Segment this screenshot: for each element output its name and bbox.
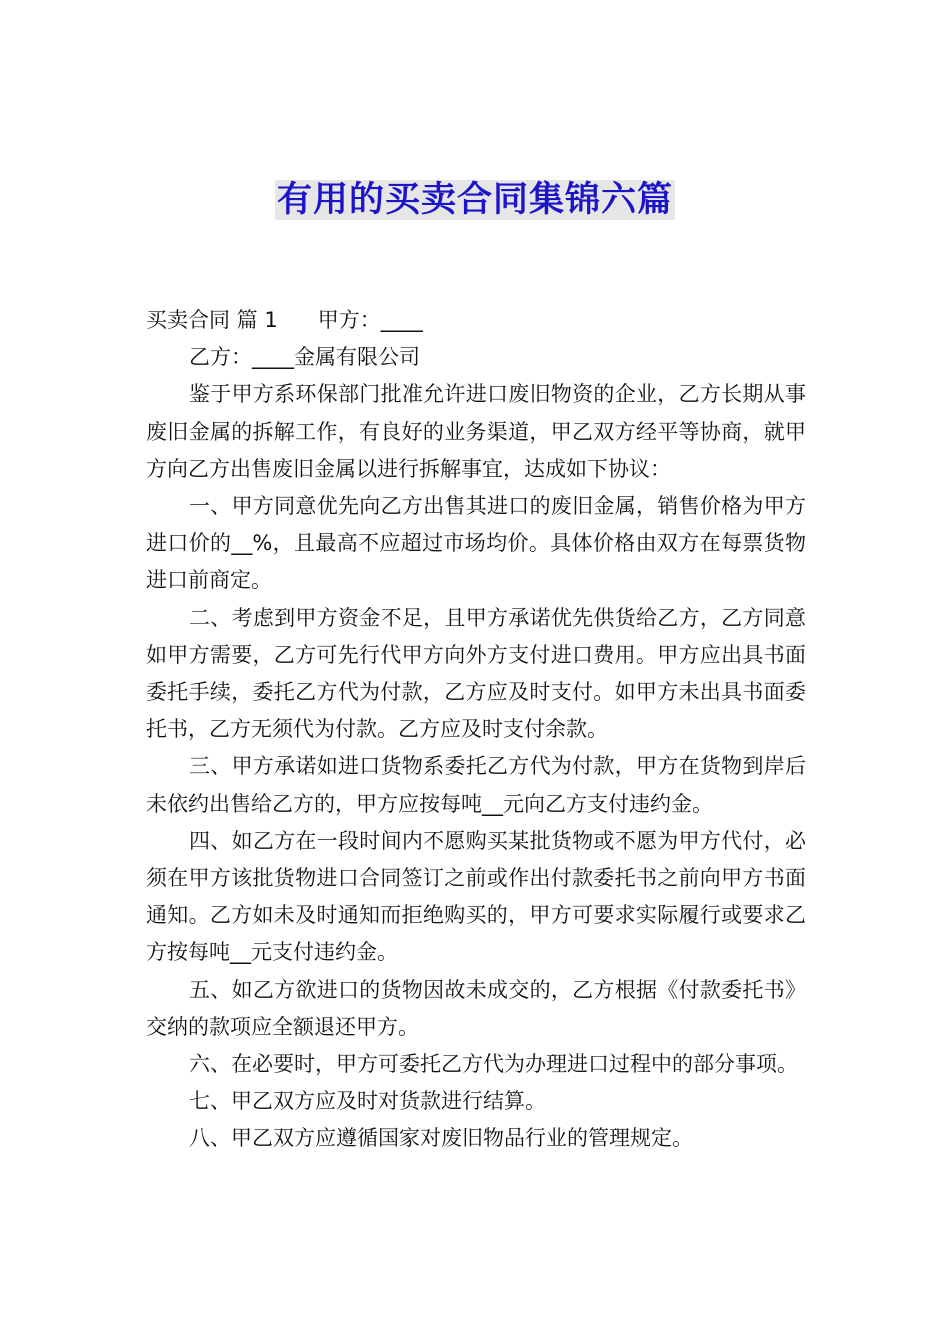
section-heading-line <box>146 302 806 339</box>
clause-7-paragraph: 七、甲乙双方应及时对货款进行结算。 <box>189 1089 546 1114</box>
clause-1-paragraph: 一、甲方同意优先向乙方出售其进口的废旧金属，销售价格为甲方进口价的__%，且最高不应超过市场均价。具体价格由双方在每票货物进口前商定。 <box>146 494 806 593</box>
clause-4-paragraph: 四、如乙方在一段时间内不愿购买某批货物或不愿为甲方代付，必须在甲方该批货物进口合同签订之前或作出付款委托书之前向甲方书面通知。乙方如未及时通知而拒绝购买的，甲方可要求实际履行或要求乙方按每吨__元支付违约金。 <box>146 828 806 965</box>
document-title: 有用的买卖合同集锦六篇 <box>276 180 673 220</box>
clause-5-paragraph: 五、如乙方欲进口的货物因故未成交的，乙方根据《付款委托书》交纳的款项应全额退还甲方。 <box>146 977 806 1039</box>
document-title-block <box>0 172 950 228</box>
clause-6-paragraph: 六、在必要时，甲方可委托乙方代为办理进口过程中的部分事项。 <box>189 1052 798 1077</box>
clause-2-paragraph: 二、考虑到甲方资金不足，且甲方承诺优先供货给乙方，乙方同意如甲方需要，乙方可先行代甲方向外方支付进口费用。甲方应出具书面委托手续，委托乙方代为付款，乙方应及时支付。如甲方未出具书面委托书，乙方无须代为付款。乙方应及时支付余款。 <box>146 605 806 742</box>
party-a-line: 甲方：____ <box>317 308 423 332</box>
party-b-line: 乙方：____金属有限公司 <box>189 345 420 370</box>
clause-3-paragraph: 三、甲方承诺如进口货物系委托乙方代为付款，甲方在货物到岸后未依约出售给乙方的，甲方应按每吨__元向乙方支付违约金。 <box>146 754 806 816</box>
clause-8-paragraph: 八、甲乙双方应遵循国家对废旧物品行业的管理规定。 <box>189 1126 693 1151</box>
preamble-paragraph: 鉴于甲方系环保部门批准允许进口废旧物资的企业，乙方长期从事废旧金属的拆解工作，有良好的业务渠道，甲乙双方经平等协商，就甲方向乙方出售废旧金属以进行拆解事宜，达成如下协议： <box>146 382 806 481</box>
document-body <box>146 302 806 1158</box>
section-label: 买卖合同 篇 1 <box>146 308 278 332</box>
